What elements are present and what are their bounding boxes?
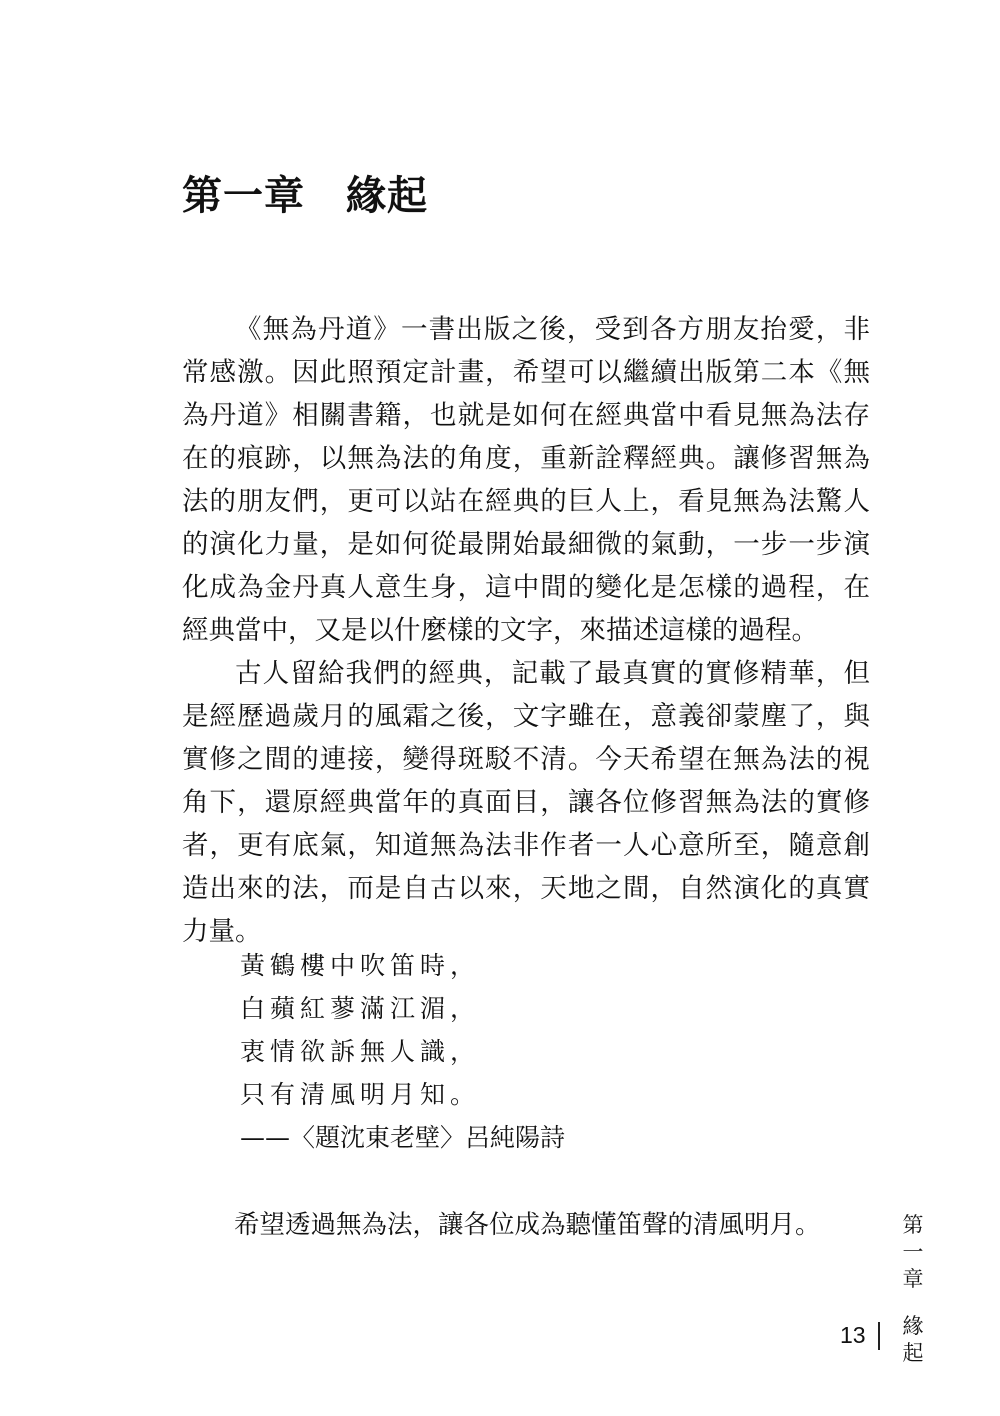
poem-line-4: 只有清風明月知。 bbox=[240, 1080, 481, 1109]
poem bbox=[240, 944, 480, 1116]
running-header-chapter-char-3: 章 bbox=[902, 1267, 924, 1291]
page-number: 13 bbox=[840, 1322, 866, 1348]
chapter-title: 第一章 緣起 bbox=[182, 172, 428, 219]
poem-line-3: 衷情欲訴無人識， bbox=[240, 1037, 481, 1066]
body-paragraph-1: 《無為丹道》一書出版之後，受到各方朋友抬愛，非常感激。因此照預定計畫，希望可以繼續出版第二本《無為丹道》相關書籍，也就是如何在經典當中看見無為法存在的痕跡，以無為法的角度，重新詮釋經典。讓修習無為法的朋友們，更可以站在經典的巨人上，看見無為法驚人的演化力量，是如何從最開始最細微的氣動，一步一步演化成為金丹真人意生身，這中間的變化是怎樣的過程，在經典當中，又是以什麼樣的文字，來描述這樣的過程。 bbox=[182, 314, 870, 646]
running-header-title-char-1: 緣 bbox=[902, 1314, 924, 1338]
body-text bbox=[182, 308, 870, 953]
poem-attribution: ——〈題沈東老壁〉呂純陽詩 bbox=[240, 1123, 566, 1152]
body-paragraph-2: 古人留給我們的經典，記載了最真實的實修精華，但是經歷過歲月的風霜之後，文字雖在，意義卻蒙塵了，與實修之間的連接，變得斑駁不清。今天希望在無為法的視角下，還原經典當年的真面目，讓各位修習無為法的實修者，更有底氣，知道無為法非作者一人心意所至，隨意創造出來的法，而是自古以來，天地之間，自然演化的真實力量。 bbox=[182, 658, 870, 947]
running-header-gap bbox=[898, 1293, 928, 1313]
poem-line-1: 黃鶴樓中吹笛時， bbox=[240, 951, 481, 980]
running-header-chapter-char-1: 第 bbox=[902, 1213, 924, 1237]
poem-line-2: 白蘋紅蓼滿江湄， bbox=[240, 994, 481, 1023]
closing-sentence: 希望透過無為法，讓各位成為聽懂笛聲的清風明月。 bbox=[234, 1210, 821, 1240]
running-header-chapter-char-2: 一 bbox=[902, 1240, 924, 1264]
running-header-title-char-2: 起 bbox=[902, 1341, 924, 1365]
running-header bbox=[898, 1212, 928, 1367]
page-number-divider bbox=[878, 1322, 880, 1350]
